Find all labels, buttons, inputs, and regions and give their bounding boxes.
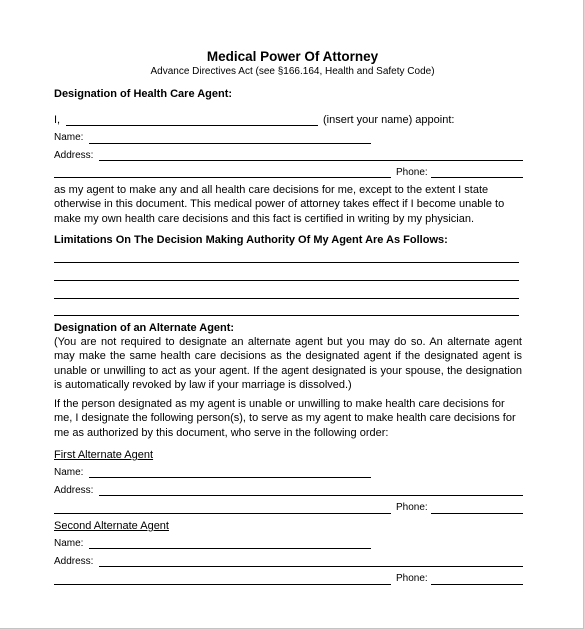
second-alt-phone-label: Phone: (396, 573, 428, 584)
document-subtitle: Advance Directives Act (see §166.164, Health and Safety Code) (150, 66, 435, 77)
limitations-line-2[interactable] (54, 280, 519, 281)
second-alt-address-line-2[interactable] (54, 584, 391, 585)
alternate-note: (You are not required to designate an alternate agent but you may do so. An alternate agent may make the same health care decisions as the designated agent if the designated agent is unable or unwilling to act as your agent. If the agent designated is your spouse, the designation is automatically revoked by law if your marriage is dissolved.) (54, 336, 522, 391)
first-alt-address-line-2[interactable] (54, 513, 391, 514)
limitations-line-4[interactable] (54, 315, 519, 316)
second-alt-phone-line[interactable] (431, 584, 523, 585)
limitations-heading: Limitations On The Decision Making Authority Of My Agent Are As Follows: (54, 234, 448, 246)
second-alt-name-label: Name: (54, 538, 84, 549)
second-alternate-heading: Second Alternate Agent (54, 520, 169, 532)
first-alt-name-line[interactable] (89, 477, 371, 478)
limitations-line-1[interactable] (54, 262, 519, 263)
agent-address-line-2[interactable] (54, 177, 391, 178)
agent-address-line-1[interactable] (99, 160, 523, 161)
alternate-heading: Designation of an Alternate Agent: (54, 322, 235, 334)
agent-phone-line[interactable] (431, 177, 523, 178)
second-alt-address-label: Address: (54, 556, 94, 567)
document-title: Medical Power Of Attorney (206, 49, 379, 64)
second-alt-name-line[interactable] (89, 548, 371, 549)
agent-heading: Designation of Health Care Agent: (54, 88, 233, 100)
agent-phone-label: Phone: (396, 167, 428, 178)
agent-paragraph: as my agent to make any and all health care decisions for me, except to the extent I state otherwise in this document. This medical power of attorney takes effect if I become unable to make my own health care decisions and this fact is certified in writing by my physician. (54, 184, 505, 225)
your-name-line[interactable] (66, 125, 318, 126)
i-label: I, (54, 114, 61, 126)
first-alt-phone-label: Phone: (396, 502, 428, 513)
limitations-line-3[interactable] (54, 298, 519, 299)
first-alt-name-label: Name: (54, 467, 84, 478)
first-alternate-heading: First Alternate Agent (54, 449, 154, 461)
first-alt-phone-line[interactable] (431, 513, 523, 514)
agent-address-label: Address: (54, 150, 94, 161)
insert-name-text: (insert your name) appoint: (323, 114, 455, 126)
agent-name-line[interactable] (89, 143, 371, 144)
first-alt-address-label: Address: (54, 485, 94, 496)
alternate-paragraph: If the person designated as my agent is unable or unwilling to make health care decisions for me, I designate the following person(s), to serve as my agent to make health care decisions for me as authorized by this document, who serve in the following order: (54, 398, 516, 439)
first-alt-address-line-1[interactable] (99, 495, 523, 496)
agent-name-label: Name: (54, 132, 84, 143)
second-alt-address-line-1[interactable] (99, 566, 523, 567)
